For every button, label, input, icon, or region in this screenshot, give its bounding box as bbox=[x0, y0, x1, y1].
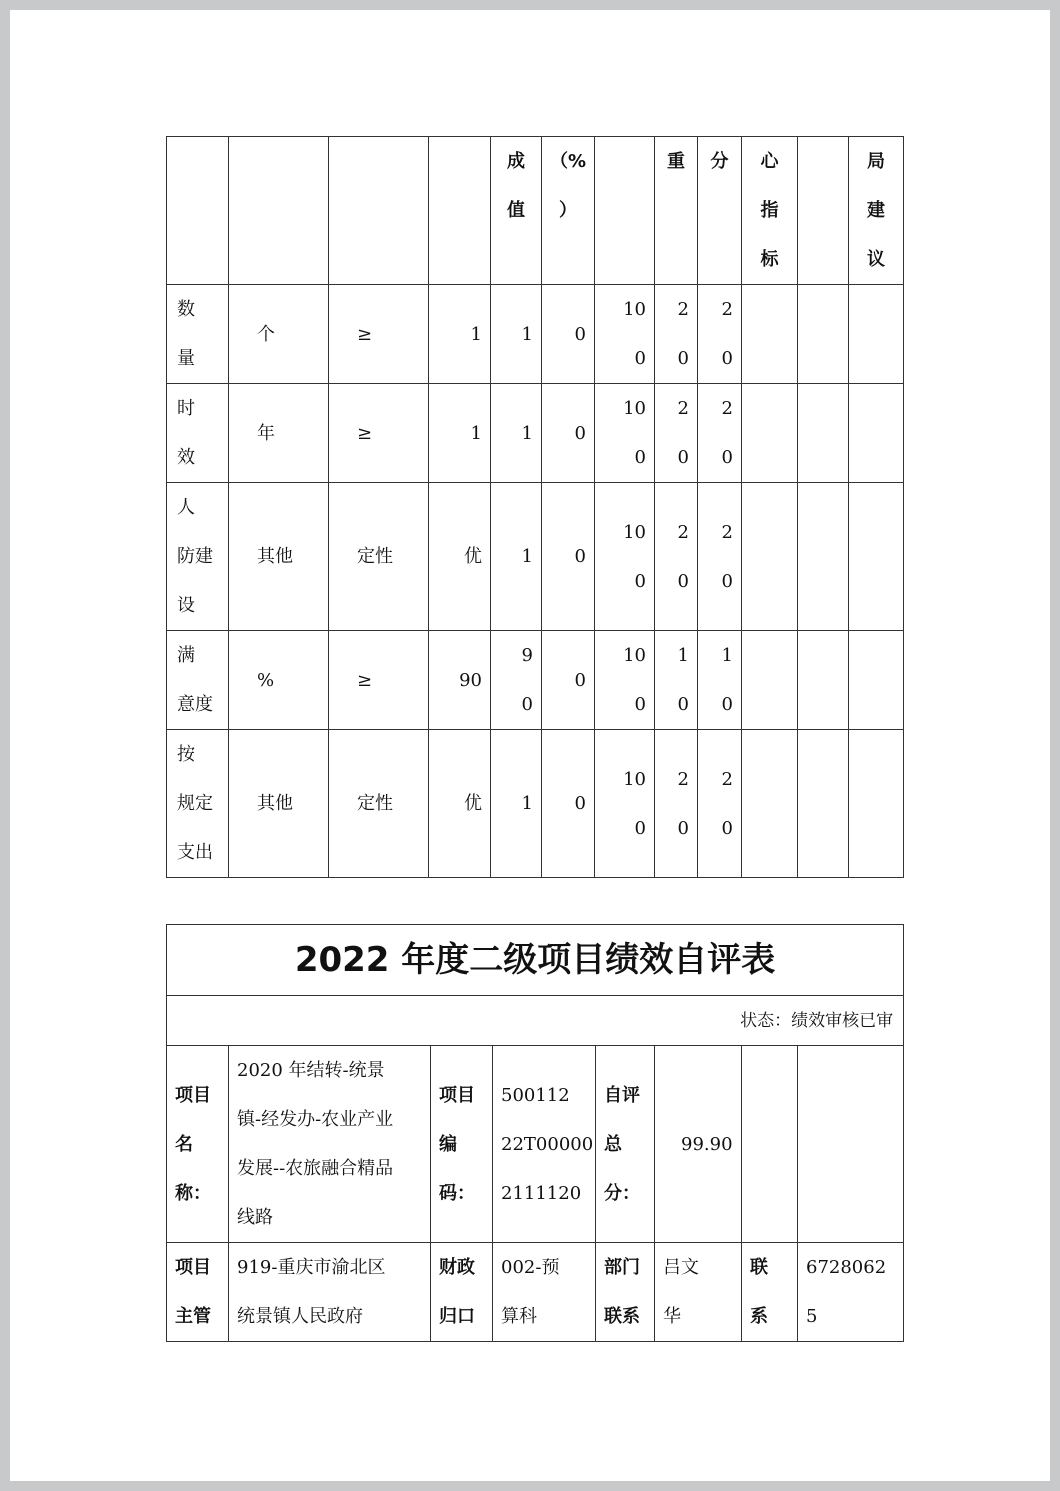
table-row bbox=[167, 483, 904, 631]
unit-cell: 年 bbox=[257, 422, 275, 444]
target-cell: 1 bbox=[470, 422, 482, 444]
indicator-name: 人 防建 设 bbox=[177, 497, 213, 616]
weight-cell: 2 0 bbox=[677, 299, 689, 369]
full-score-cell: 10 0 bbox=[623, 645, 646, 715]
target-cell: 优 bbox=[464, 793, 482, 814]
status-text: 状态：绩效审核已审 bbox=[740, 1010, 894, 1031]
score-cell: 2 0 bbox=[721, 398, 733, 468]
operator-cell: ≥ bbox=[357, 669, 373, 691]
score-cell: 2 0 bbox=[721, 299, 733, 369]
target-cell: 90 bbox=[459, 669, 482, 691]
dept-label: 项目 主管 bbox=[175, 1257, 211, 1327]
score-cell: 2 0 bbox=[721, 521, 733, 592]
title-row bbox=[167, 925, 904, 996]
dept-value: 919-重庆市渝北区 统景镇人民政府 bbox=[237, 1257, 386, 1327]
status-row bbox=[167, 996, 904, 1046]
contact-label: 部门 联系 bbox=[604, 1257, 640, 1327]
table-row bbox=[167, 631, 904, 730]
phone-label: 联 系 bbox=[750, 1257, 768, 1327]
operator-cell: 定性 bbox=[357, 546, 393, 567]
deviation-cell: 0 bbox=[574, 669, 586, 691]
operator-cell: 定性 bbox=[357, 793, 393, 814]
actual-cell: 9 0 bbox=[521, 645, 533, 715]
weight-cell: 2 0 bbox=[677, 398, 689, 468]
header-cell: 成 值 bbox=[507, 151, 525, 221]
table-row bbox=[167, 384, 904, 483]
weight-cell: 1 0 bbox=[677, 645, 689, 715]
actual-cell: 1 bbox=[521, 323, 533, 345]
contact-value: 吕文 华 bbox=[663, 1257, 699, 1327]
full-score-cell: 10 0 bbox=[623, 768, 646, 839]
indicator-name: 时 效 bbox=[177, 398, 195, 468]
project-code-label: 项目 编 码： bbox=[439, 1084, 475, 1204]
finance-value: 002-预 算科 bbox=[501, 1257, 560, 1327]
indicator-name: 满 意度 bbox=[177, 645, 213, 715]
score-cell: 1 0 bbox=[721, 645, 733, 715]
full-score-cell: 10 0 bbox=[623, 398, 646, 468]
header-cell: 心 指 标 bbox=[760, 151, 779, 270]
project-info-row bbox=[167, 1046, 904, 1243]
actual-cell: 1 bbox=[521, 546, 533, 567]
department-row bbox=[167, 1243, 904, 1342]
form-title: 2022 年度二级项目绩效自评表 bbox=[294, 940, 776, 980]
table-header-row bbox=[167, 137, 904, 285]
table-row bbox=[167, 730, 904, 878]
operator-cell: ≥ bbox=[357, 323, 373, 345]
full-score-cell: 10 0 bbox=[623, 299, 646, 369]
unit-cell: 其他 bbox=[257, 546, 293, 567]
deviation-cell: 0 bbox=[574, 793, 586, 814]
header-cell: 局 建 议 bbox=[867, 151, 885, 270]
table-row bbox=[167, 285, 904, 384]
operator-cell: ≥ bbox=[357, 422, 373, 444]
phone-value: 6728062 5 bbox=[806, 1257, 887, 1327]
deviation-cell: 0 bbox=[574, 323, 586, 345]
project-name-label: 项目 名 称： bbox=[175, 1084, 211, 1204]
document-page bbox=[10, 10, 1050, 1481]
self-score-value: 99.90 bbox=[681, 1133, 733, 1155]
project-code-value: 500112 22T00000 2111120 bbox=[501, 1084, 594, 1204]
target-cell: 1 bbox=[470, 323, 482, 345]
target-cell: 优 bbox=[464, 546, 482, 567]
weight-cell: 2 0 bbox=[677, 521, 689, 592]
project-name-value: 2020 年结转-统景 镇-经发办-农业产业 发展--农旅融合精品 线路 bbox=[237, 1060, 394, 1228]
actual-cell: 1 bbox=[521, 793, 533, 814]
score-cell: 2 0 bbox=[721, 768, 733, 839]
actual-cell: 1 bbox=[521, 422, 533, 444]
unit-cell: 个 bbox=[257, 323, 275, 345]
deviation-cell: 0 bbox=[574, 546, 586, 567]
indicator-name: 数 量 bbox=[177, 299, 195, 369]
weight-cell: 2 0 bbox=[677, 768, 689, 839]
header-cell: 分 bbox=[710, 151, 729, 172]
finance-label: 财政 归口 bbox=[439, 1257, 475, 1327]
header-cell: （% ） bbox=[550, 151, 587, 221]
indicator-name: 按 规定 支出 bbox=[177, 744, 213, 863]
indicator-table bbox=[166, 136, 904, 878]
self-score-label: 自评 总 分： bbox=[604, 1084, 640, 1204]
header-cell: 重 bbox=[667, 151, 685, 172]
self-evaluation-form bbox=[166, 924, 904, 1342]
deviation-cell: 0 bbox=[574, 422, 586, 444]
unit-cell: % bbox=[257, 669, 275, 691]
unit-cell: 其他 bbox=[257, 793, 293, 814]
full-score-cell: 10 0 bbox=[623, 521, 646, 592]
